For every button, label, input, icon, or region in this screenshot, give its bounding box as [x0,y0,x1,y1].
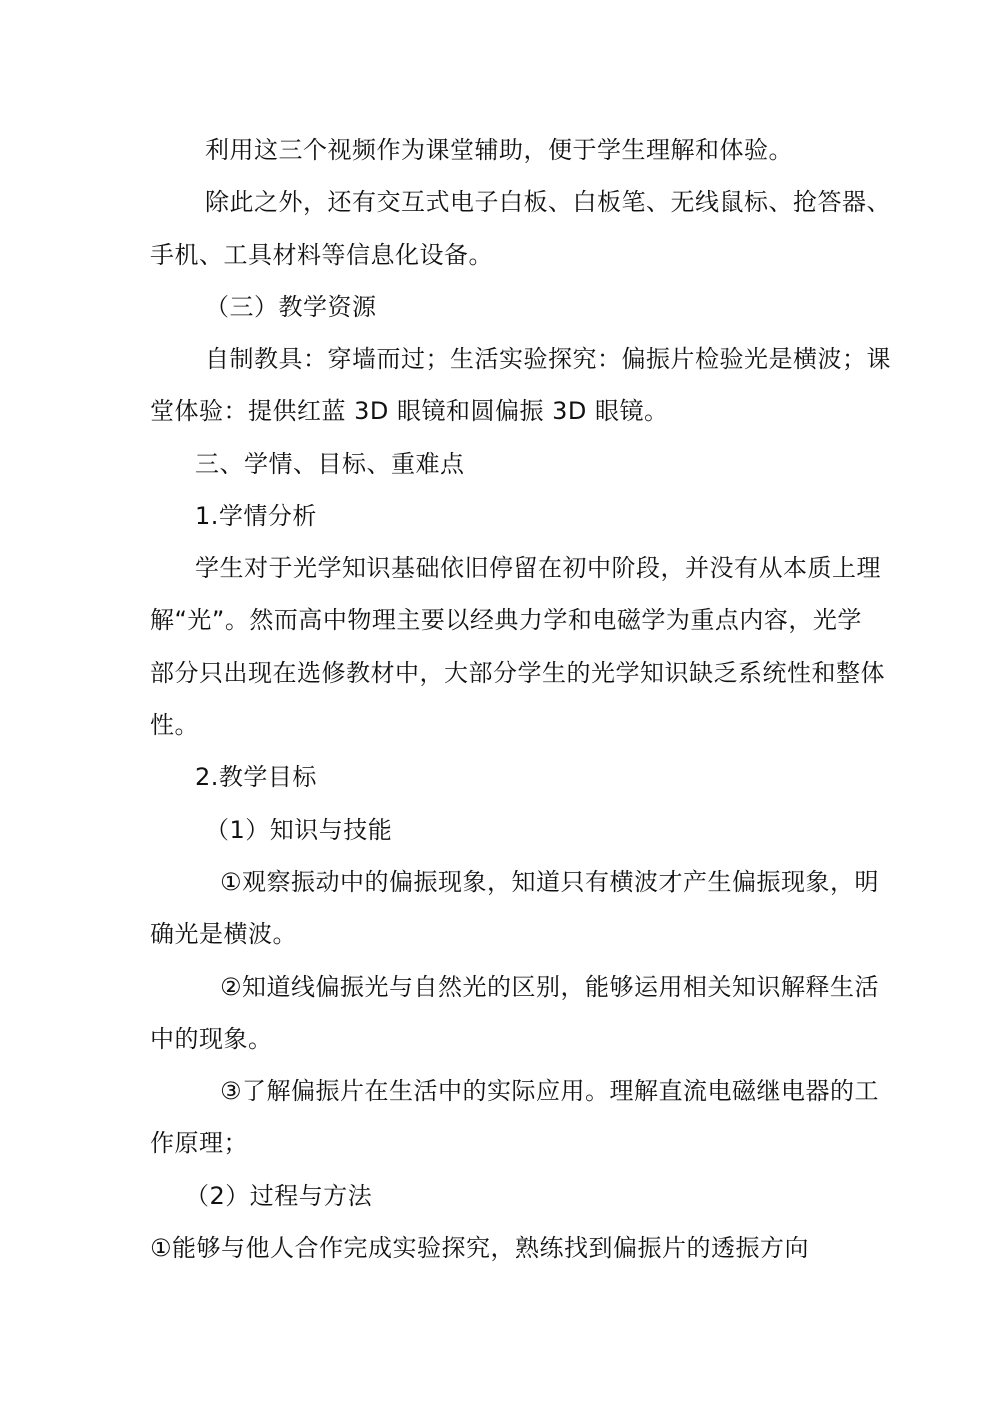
heading-section-three: 三、学情、目标、重难点 [195,450,465,478]
goal-item-2-line1: ②知道线偏振光与自然光的区别，能够运用相关知识解释生活 [220,973,880,1001]
paragraph-video-usage: 利用这三个视频作为课堂辅助，便于学生理解和体验。 [205,136,793,164]
heading-teaching-goals: 2.教学目标 [195,763,317,791]
heading-student-analysis: 1.学情分析 [195,502,317,530]
goal-item-1-line2: 确光是横波。 [150,920,297,948]
goal-item-2-line2: 中的现象。 [150,1025,273,1053]
paragraph-analysis-line2: 解“光”。然而高中物理主要以经典力学和电磁学为重点内容，光学 [150,606,862,634]
paragraph-analysis-line4: 性。 [150,711,199,739]
heading-process-methods: （2）过程与方法 [185,1182,373,1210]
goal-item-3-line2: 作原理； [150,1129,248,1157]
paragraph-resources-line2: 堂体验：提供红蓝 3D 眼镜和圆偏振 3D 眼镜。 [150,397,669,425]
paragraph-devices-line1: 除此之外，还有交互式电子白板、白板笔、无线鼠标、抢答器、 [205,188,891,216]
paragraph-resources-line1: 自制教具：穿墙而过；生活实验探究：偏振片检验光是横波；课 [205,345,891,373]
heading-teaching-resources: （三）教学资源 [205,293,377,321]
goal-item-3-line1: ③了解偏振片在生活中的实际应用。理解直流电磁继电器的工 [220,1077,880,1105]
paragraph-devices-line2: 手机、工具材料等信息化设备。 [150,241,493,269]
heading-knowledge-skills: （1）知识与技能 [205,816,393,844]
paragraph-analysis-line3: 部分只出现在选修教材中，大部分学生的光学知识缺乏系统性和整体 [150,659,885,687]
paragraph-analysis-line1: 学生对于光学知识基础依旧停留在初中阶段，并没有从本质上理 [195,554,881,582]
process-item-1: ①能够与他人合作完成实验探究，熟练找到偏振片的透振方向 [150,1234,810,1262]
goal-item-1-line1: ①观察振动中的偏振现象，知道只有横波才产生偏振现象，明 [220,868,880,896]
